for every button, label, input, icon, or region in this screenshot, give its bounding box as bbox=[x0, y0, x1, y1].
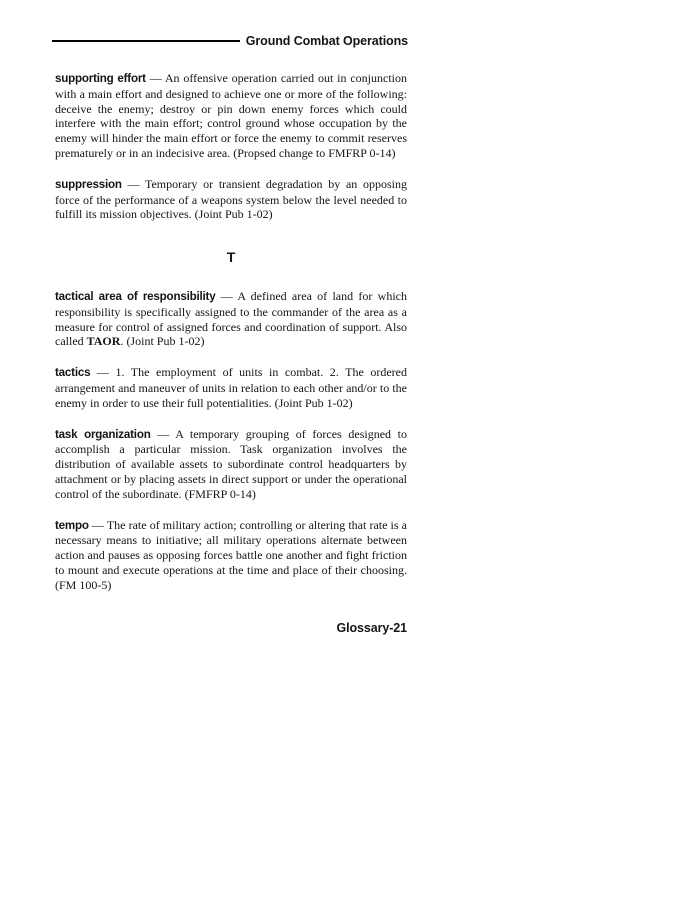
glossary-definition: — A temporary grouping of forces designed to accomplish a particular mission. Task organization involves the distribution of available assets to subordinate control headquarters by attachment or by placing assets in direct support or under the operational control of the subordinate. (FMFRP 0-14) bbox=[55, 426, 407, 501]
glossary-definition: — The rate of military action; controlling or altering that rate is a necessary means to initiative; all military operations alternate between action and pauses as opposing forces battle one another and fight friction to mount and execute operations at the time and place of their choosing. (FM 100-5) bbox=[55, 517, 407, 592]
glossary-entry-supporting-effort bbox=[55, 71, 407, 161]
glossary-entry-tempo bbox=[55, 518, 407, 593]
glossary-term: tempo bbox=[55, 518, 89, 532]
glossary-acronym: TAOR bbox=[86, 334, 121, 349]
glossary-definition: — 1. The employment of units in combat. 2. The ordered arrangement and maneuver of units in relation to each other and/or to the enemy in order to use their full potentialities. (Joint Pub 1-02) bbox=[55, 365, 408, 410]
glossary-term: tactics bbox=[55, 366, 91, 380]
header-title: Ground Combat Operations bbox=[245, 34, 408, 48]
glossary-term: supporting effort bbox=[55, 72, 146, 85]
glossary-entry-task-organization bbox=[55, 427, 407, 502]
glossary-term: suppression bbox=[55, 177, 122, 191]
glossary-definition-pre: — A defined area of land for which responsibility is specifically assigned to the commander of the area as a measure for control of assigned forces and coordination of support. Also called bbox=[55, 288, 408, 349]
glossary-term: task organization bbox=[55, 427, 151, 441]
header-rule bbox=[52, 40, 240, 42]
glossary-entry-tactics bbox=[55, 365, 407, 410]
page-number: Glossary-21 bbox=[336, 620, 407, 635]
section-heading-t: T bbox=[226, 249, 236, 266]
glossary-term: tactical area of responsibility bbox=[55, 289, 216, 303]
glossary-content bbox=[55, 71, 407, 635]
glossary-entry-tactical-area-of-responsibility bbox=[55, 289, 407, 349]
page-header bbox=[52, 34, 408, 48]
glossary-entry-suppression bbox=[55, 177, 407, 222]
glossary-definition: — An offensive operation carried out in conjunction with a main effort and designed to achieve one or more of the following: deceive the enemy; destroy or pin down enemy forces which could interfere with the main effort; control ground whose occupation by the enemy will hinder the main effort or force the enemy to commit reserves prematurely or in an indecisive area. (Propsed change to FMFRP 0-14) bbox=[55, 71, 407, 160]
glossary-definition: — Temporary or transient degradation by an opposing force of the performance of a weapons system below the level needed to fulfill its mission objectives. (Joint Pub 1-02) bbox=[55, 176, 407, 222]
glossary-definition-post: . (Joint Pub 1-02) bbox=[120, 334, 205, 349]
